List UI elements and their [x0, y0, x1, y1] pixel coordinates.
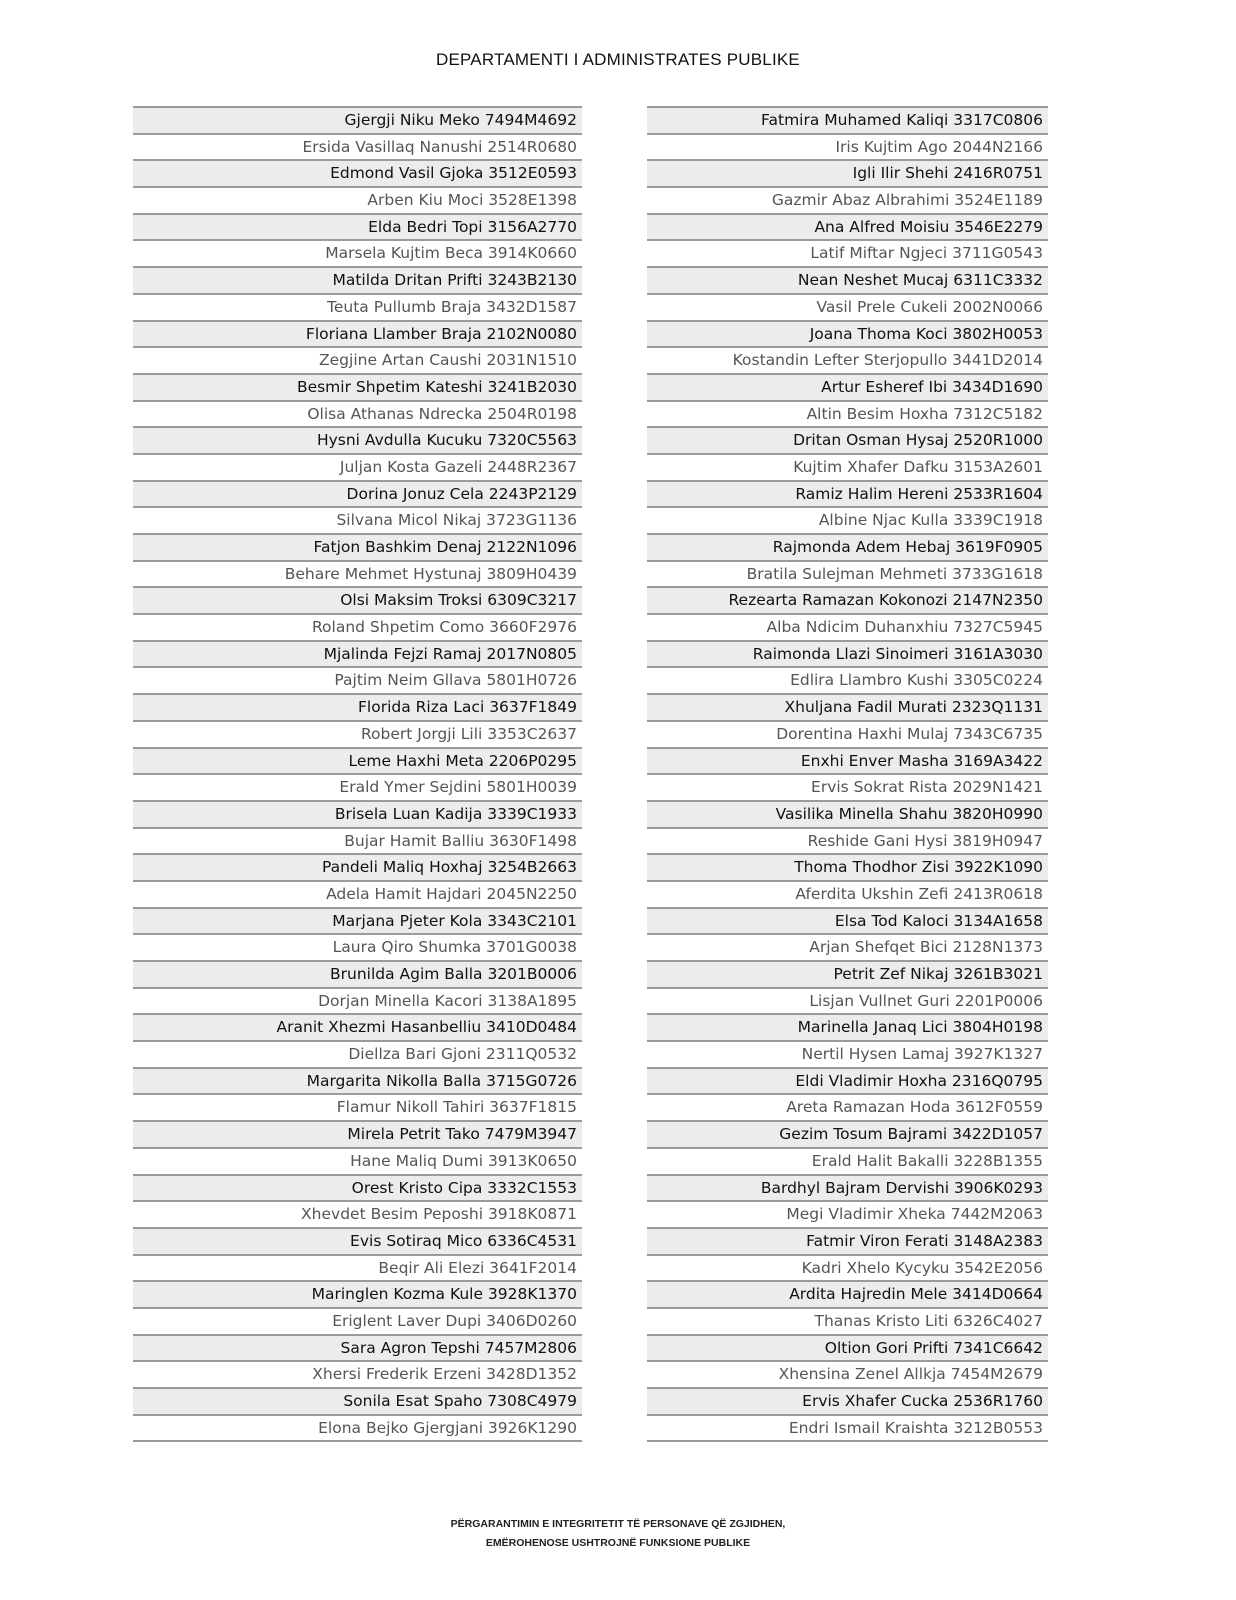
name-row: Rajmonda Adem Hebaj 3619F0905: [647, 533, 1048, 560]
name-row: Aferdita Ukshin Zefi 2413R0618: [647, 880, 1048, 907]
name-row: Bratila Sulejman Mehmeti 3733G1618: [647, 560, 1048, 587]
name-row: Elda Bedri Topi 3156A2770: [133, 213, 582, 240]
name-row: Adela Hamit Hajdari 2045N2250: [133, 880, 582, 907]
name-row: Nean Neshet Mucaj 6311C3332: [647, 266, 1048, 293]
name-row: Fatmir Viron Ferati 3148A2383: [647, 1227, 1048, 1254]
name-row: Elsa Tod Kaloci 3134A1658: [647, 907, 1048, 934]
name-row: Florida Riza Laci 3637F1849: [133, 693, 582, 720]
name-row: Arben Kiu Moci 3528E1398: [133, 186, 582, 213]
page-footer: [0, 1515, 1236, 1553]
name-row: Bujar Hamit Balliu 3630F1498: [133, 827, 582, 854]
name-row: Floriana Llamber Braja 2102N0080: [133, 320, 582, 347]
name-row: Diellza Bari Gjoni 2311Q0532: [133, 1040, 582, 1067]
name-row: Xhevdet Besim Peposhi 3918K0871: [133, 1200, 582, 1227]
name-row: Xhersi Frederik Erzeni 3428D1352: [133, 1360, 582, 1387]
name-row: Kadri Xhelo Kycyku 3542E2056: [647, 1254, 1048, 1281]
name-row: Marjana Pjeter Kola 3343C2101: [133, 907, 582, 934]
name-row: Vasilika Minella Shahu 3820H0990: [647, 800, 1048, 827]
name-row: Marinella Janaq Lici 3804H0198: [647, 1013, 1048, 1040]
name-row: Sonila Esat Spaho 7308C4979: [133, 1387, 582, 1414]
name-row: Mirela Petrit Tako 7479M3947: [133, 1120, 582, 1147]
left-name-column: [133, 106, 582, 1442]
name-row: Beqir Ali Elezi 3641F2014: [133, 1254, 582, 1281]
name-row: Evis Sotiraq Mico 6336C4531: [133, 1227, 582, 1254]
name-row: Rezearta Ramazan Kokonozi 2147N2350: [647, 586, 1048, 613]
name-row: Robert Jorgji Lili 3353C2637: [133, 720, 582, 747]
name-row: Behare Mehmet Hystunaj 3809H0439: [133, 560, 582, 587]
name-row: Ana Alfred Moisiu 3546E2279: [647, 213, 1048, 240]
name-row: Thanas Kristo Liti 6326C4027: [647, 1307, 1048, 1334]
name-row: Kujtim Xhafer Dafku 3153A2601: [647, 453, 1048, 480]
name-row: Kostandin Lefter Sterjopullo 3441D2014: [647, 346, 1048, 373]
name-row: Sara Agron Tepshi 7457M2806: [133, 1334, 582, 1361]
name-row: Gezim Tosum Bajrami 3422D1057: [647, 1120, 1048, 1147]
name-row: Dorina Jonuz Cela 2243P2129: [133, 480, 582, 507]
name-row: Xhuljana Fadil Murati 2323Q1131: [647, 693, 1048, 720]
name-row: Gjergji Niku Meko 7494M4692: [133, 106, 582, 133]
name-row: Latif Miftar Ngjeci 3711G0543: [647, 239, 1048, 266]
name-row: Thoma Thodhor Zisi 3922K1090: [647, 853, 1048, 880]
name-row: Nertil Hysen Lamaj 3927K1327: [647, 1040, 1048, 1067]
name-row: Reshide Gani Hysi 3819H0947: [647, 827, 1048, 854]
name-row: Gazmir Abaz Albrahimi 3524E1189: [647, 186, 1048, 213]
name-row: Lisjan Vullnet Guri 2201P0006: [647, 987, 1048, 1014]
name-row: Ramiz Halim Hereni 2533R1604: [647, 480, 1048, 507]
name-row: Edmond Vasil Gjoka 3512E0593: [133, 159, 582, 186]
name-row: Margarita Nikolla Balla 3715G0726: [133, 1067, 582, 1094]
name-row: Teuta Pullumb Braja 3432D1587: [133, 293, 582, 320]
name-row: Dorjan Minella Kacori 3138A1895: [133, 987, 582, 1014]
name-row: Eldi Vladimir Hoxha 2316Q0795: [647, 1067, 1048, 1094]
name-row: Xhensina Zenel Allkja 7454M2679: [647, 1360, 1048, 1387]
name-row: Pajtim Neim Gllava 5801H0726: [133, 666, 582, 693]
name-row: Petrit Zef Nikaj 3261B3021: [647, 960, 1048, 987]
name-row: Bardhyl Bajram Dervishi 3906K0293: [647, 1174, 1048, 1201]
name-row: Erald Halit Bakalli 3228B1355: [647, 1147, 1048, 1174]
name-row: Pandeli Maliq Hoxhaj 3254B2663: [133, 853, 582, 880]
name-row: Maringlen Kozma Kule 3928K1370: [133, 1280, 582, 1307]
name-row: Brisela Luan Kadija 3339C1933: [133, 800, 582, 827]
page-title: DEPARTAMENTI I ADMINISTRATES PUBLIKE: [436, 50, 800, 69]
name-row: Olisa Athanas Ndrecka 2504R0198: [133, 400, 582, 427]
name-row: Ardita Hajredin Mele 3414D0664: [647, 1280, 1048, 1307]
column-bottom-rule: [133, 1440, 582, 1442]
name-row: Juljan Kosta Gazeli 2448R2367: [133, 453, 582, 480]
name-row: Dorentina Haxhi Mulaj 7343C6735: [647, 720, 1048, 747]
name-row: Hane Maliq Dumi 3913K0650: [133, 1147, 582, 1174]
name-row: Matilda Dritan Prifti 3243B2130: [133, 266, 582, 293]
name-row: Joana Thoma Koci 3802H0053: [647, 320, 1048, 347]
name-row: Brunilda Agim Balla 3201B0006: [133, 960, 582, 987]
name-row: Orest Kristo Cipa 3332C1553: [133, 1174, 582, 1201]
name-row: Zegjine Artan Caushi 2031N1510: [133, 346, 582, 373]
name-row: Alba Ndicim Duhanxhiu 7327C5945: [647, 613, 1048, 640]
name-row: Flamur Nikoll Tahiri 3637F1815: [133, 1093, 582, 1120]
name-row: Dritan Osman Hysaj 2520R1000: [647, 426, 1048, 453]
name-row: Igli Ilir Shehi 2416R0751: [647, 159, 1048, 186]
name-row: Hysni Avdulla Kucuku 7320C5563: [133, 426, 582, 453]
name-row: Olsi Maksim Troksi 6309C3217: [133, 586, 582, 613]
footer-line-2: EMËROHENOSE USHTROJNË FUNKSIONE PUBLIKE: [485, 1537, 751, 1549]
name-row: Vasil Prele Cukeli 2002N0066: [647, 293, 1048, 320]
name-row: Ersida Vasillaq Nanushi 2514R0680: [133, 133, 582, 160]
name-row: Endri Ismail Kraishta 3212B0553: [647, 1414, 1048, 1441]
name-row: Eriglent Laver Dupi 3406D0260: [133, 1307, 582, 1334]
name-row: Roland Shpetim Como 3660F2976: [133, 613, 582, 640]
name-row: Besmir Shpetim Kateshi 3241B2030: [133, 373, 582, 400]
name-row: Laura Qiro Shumka 3701G0038: [133, 933, 582, 960]
name-row: Iris Kujtim Ago 2044N2166: [647, 133, 1048, 160]
name-row: Enxhi Enver Masha 3169A3422: [647, 747, 1048, 774]
name-row: Marsela Kujtim Beca 3914K0660: [133, 239, 582, 266]
column-bottom-rule: [647, 1440, 1048, 1442]
name-row: Megi Vladimir Xheka 7442M2063: [647, 1200, 1048, 1227]
name-row: Mjalinda Fejzi Ramaj 2017N0805: [133, 640, 582, 667]
name-row: Ervis Xhafer Cucka 2536R1760: [647, 1387, 1048, 1414]
name-row: Raimonda Llazi Sinoimeri 3161A3030: [647, 640, 1048, 667]
right-name-column: [647, 106, 1048, 1442]
name-row: Erald Ymer Sejdini 5801H0039: [133, 773, 582, 800]
name-row: Artur Esheref Ibi 3434D1690: [647, 373, 1048, 400]
name-row: Leme Haxhi Meta 2206P0295: [133, 747, 582, 774]
name-row: Areta Ramazan Hoda 3612F0559: [647, 1093, 1048, 1120]
name-row: Aranit Xhezmi Hasanbelliu 3410D0484: [133, 1013, 582, 1040]
name-row: Fatmira Muhamed Kaliqi 3317C0806: [647, 106, 1048, 133]
name-row: Fatjon Bashkim Denaj 2122N1096: [133, 533, 582, 560]
name-row: Ervis Sokrat Rista 2029N1421: [647, 773, 1048, 800]
name-row: Elona Bejko Gjergjani 3926K1290: [133, 1414, 582, 1441]
name-row: Arjan Shefqet Bici 2128N1373: [647, 933, 1048, 960]
name-row: Oltion Gori Prifti 7341C6642: [647, 1334, 1048, 1361]
name-row: Silvana Micol Nikaj 3723G1136: [133, 506, 582, 533]
footer-line-1: PËRGARANTIMIN E INTEGRITETIT TË PERSONAVE QË ZGJIDHEN,: [450, 1518, 786, 1530]
name-row: Albine Njac Kulla 3339C1918: [647, 506, 1048, 533]
name-row: Altin Besim Hoxha 7312C5182: [647, 400, 1048, 427]
name-row: Edlira Llambro Kushi 3305C0224: [647, 666, 1048, 693]
